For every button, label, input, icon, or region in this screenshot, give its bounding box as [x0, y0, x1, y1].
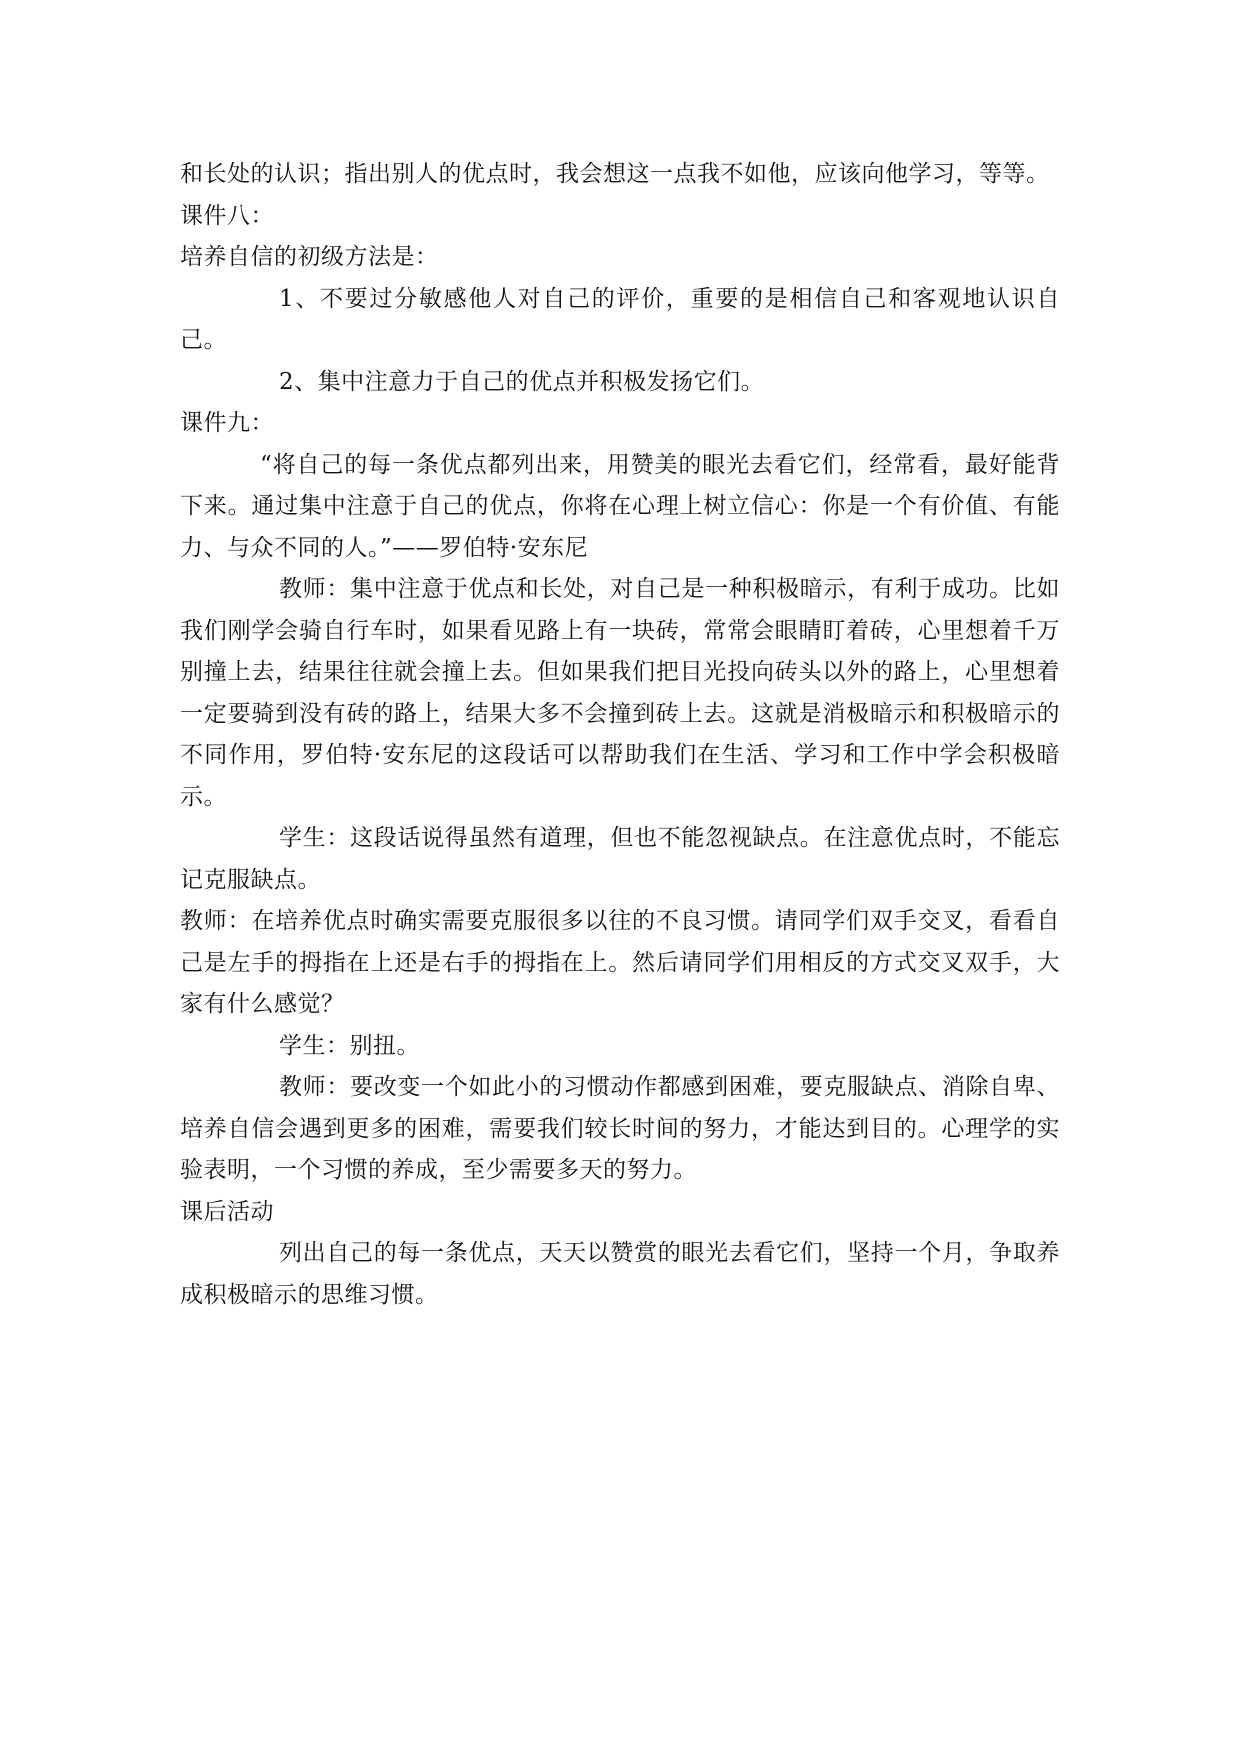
paragraph-after-class: 列出自己的每一条优点，天天以赞赏的眼光去看它们，坚持一个月，争取养成积极暗示的思维习惯。 [180, 1240, 1060, 1308]
heading-courseware-9: 课件九： [180, 410, 274, 436]
heading-courseware-8: 课件八： [180, 202, 274, 229]
paragraph-student-1: 学生：这段话说得虽然有道理，但也不能忽视缺点。在注意优点时，不能忘记克服缺点。 [180, 825, 1060, 893]
paragraph-teacher-2: 教师：在培养优点时确实需要克服很多以往的不良习惯。请同学们双手交叉，看看自己是左手的拇指在上还是右手的拇指在上。然后请同学们用相反的方式交叉双手，大家有什么感觉？ [180, 908, 1060, 1017]
document-body [180, 154, 1060, 1316]
heading-after-class: 课后活动 [180, 1198, 274, 1225]
paragraph-teacher-1: 教师：集中注意于优点和长处，对自己是一种积极暗示，有利于成功。比如我们刚学会骑自行车时，如果看见路上有一块砖，常常会眼睛盯着砖，心里想着千万别撞上去，结果往往就会撞上去。但如果我们把目光投向砖头以外的路上，心里想着一定要骑到没有砖的路上，结果大多不会撞到砖上去。这就是消极暗示和积极暗示的不同作用，罗伯特·安东尼的这段话可以帮助我们在生活、学习和工作中学会积极暗示。 [180, 576, 1060, 810]
quote-paragraph: “将自己的每一条优点都列出来，用赞美的眼光去看它们，经常看，最好能背下来。通过集中注意于自己的优点，你将在心理上树立信心：你是一个有价值、有能力、与众不同的人。”——罗伯特·安东尼 [180, 451, 1060, 561]
list-item-method-2: 2、集中注意力于自己的优点并积极发扬它们。 [279, 368, 765, 395]
paragraph-student-2: 学生：别扭。 [279, 1032, 420, 1059]
paragraph-continuation: 和长处的认识；指出别人的优点时，我会想这一点我不如他，应该向他学习，等等。 [180, 161, 1050, 187]
paragraph-teacher-3: 教师：要改变一个如此小的习惯动作都感到困难，要克服缺点、消除自卑、培养自信会遇到更多的困难，需要我们较长时间的努力，才能达到目的。心理学的实验表明，一个习惯的养成，至少需要多天的努力。 [180, 1074, 1060, 1183]
list-item-method-1: 1、不要过分敏感他人对自己的评价，重要的是相信自己和客观地认识自己。 [180, 285, 1060, 353]
paragraph-method-intro: 培养自信的初级方法是： [180, 244, 439, 270]
